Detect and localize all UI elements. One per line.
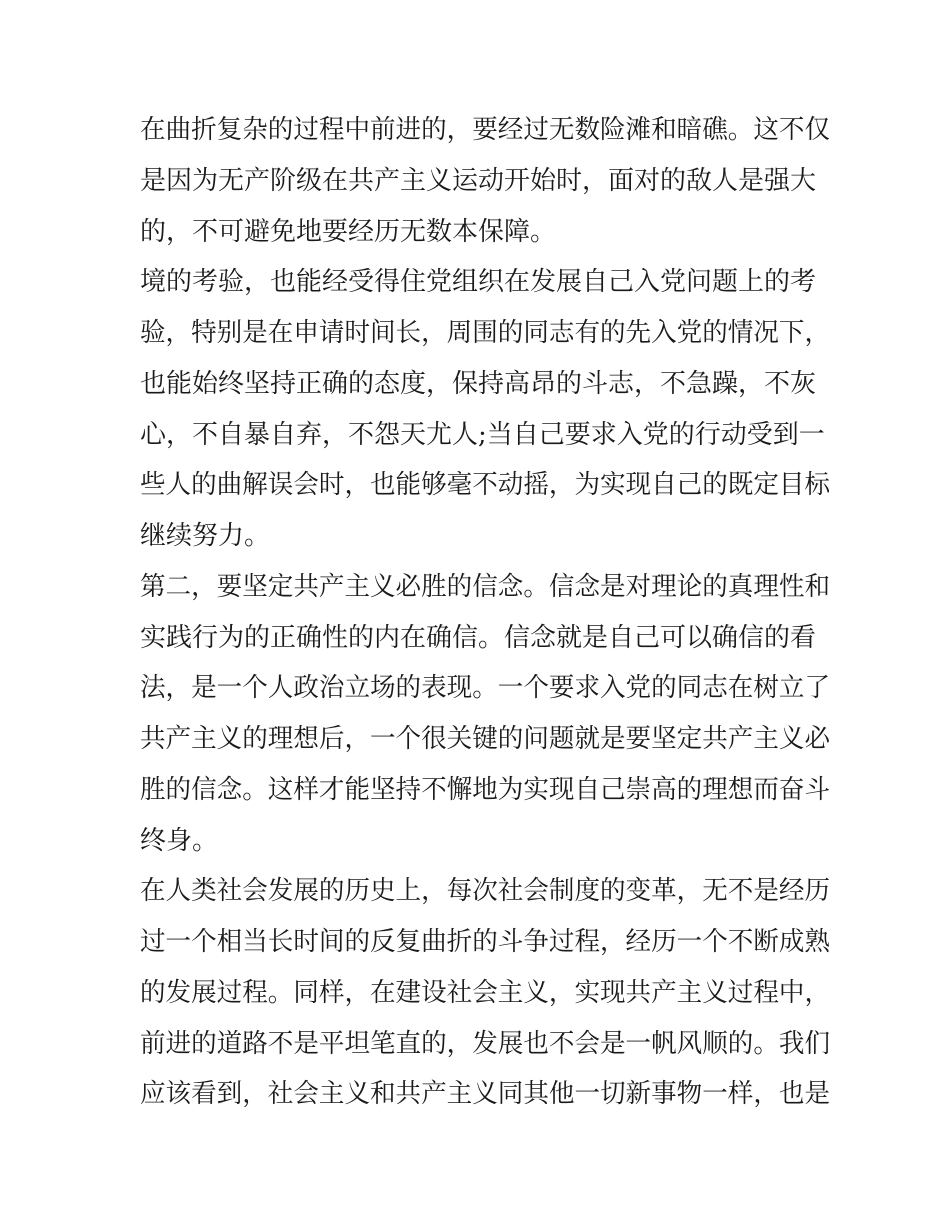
text-line: 的发展过程。同样，在建设社会主义，实现共产主义过程中， <box>140 977 831 1008</box>
text-line: 也能始终坚持正确的态度，保持高昂的斗志，不急躁，不灰 <box>140 368 817 399</box>
text-line: 在人类社会发展的历史上，每次社会制度的变革，无不是经历 <box>140 876 831 907</box>
text-line: 境的考验，也能经受得住党组织在发展自己入党问题上的考 <box>140 267 817 298</box>
text-line: 在曲折复杂的过程中前进的，要经过无数险滩和暗礁。这不仅 <box>140 115 831 145</box>
text-line: 是因为无产阶级在共产主义运动开始时，面对的敌人是强大 <box>140 165 817 196</box>
text-line: 过一个相当长时间的反复曲折的斗争过程，经历一个不断成熟 <box>140 927 831 957</box>
document-body <box>140 105 830 1120</box>
text-line: 第二，要坚定共产主义必胜的信念。信念是对理论的真理性和 <box>140 571 831 602</box>
text-line: 些人的曲解误会时，也能够毫不动摇，为实现自己的既定目标 <box>140 470 831 501</box>
text-line: 心，不自暴自弃，不怨天尤人;当自己要求入党的行动受到一 <box>140 419 825 450</box>
text-line: 验，特别是在申请时间长，周围的同志有的先入党的情况下， <box>140 318 831 348</box>
text-line: 终身。 <box>140 825 219 856</box>
text-line: 的，不可避免地要经历无数本保障。 <box>140 216 557 247</box>
text-line: 前进的道路不是平坦笔直的，发展也不会是一帆风顺的。我们 <box>140 1028 831 1059</box>
text-line: 法，是一个人政治立场的表现。一个要求入党的同志在树立了 <box>140 673 831 704</box>
text-line: 继续努力。 <box>140 521 271 551</box>
text-line: 应该看到，社会主义和共产主义同其他一切新事物一样，也是 <box>140 1079 831 1110</box>
text-line: 胜的信念。这样才能坚持不懈地为实现自己崇高的理想而奋斗 <box>140 774 831 805</box>
text-line: 实践行为的正确性的内在确信。信念就是自己可以确信的看 <box>140 622 817 653</box>
text-line: 共产主义的理想后，一个很关键的问题就是要坚定共产主义必 <box>140 724 831 754</box>
